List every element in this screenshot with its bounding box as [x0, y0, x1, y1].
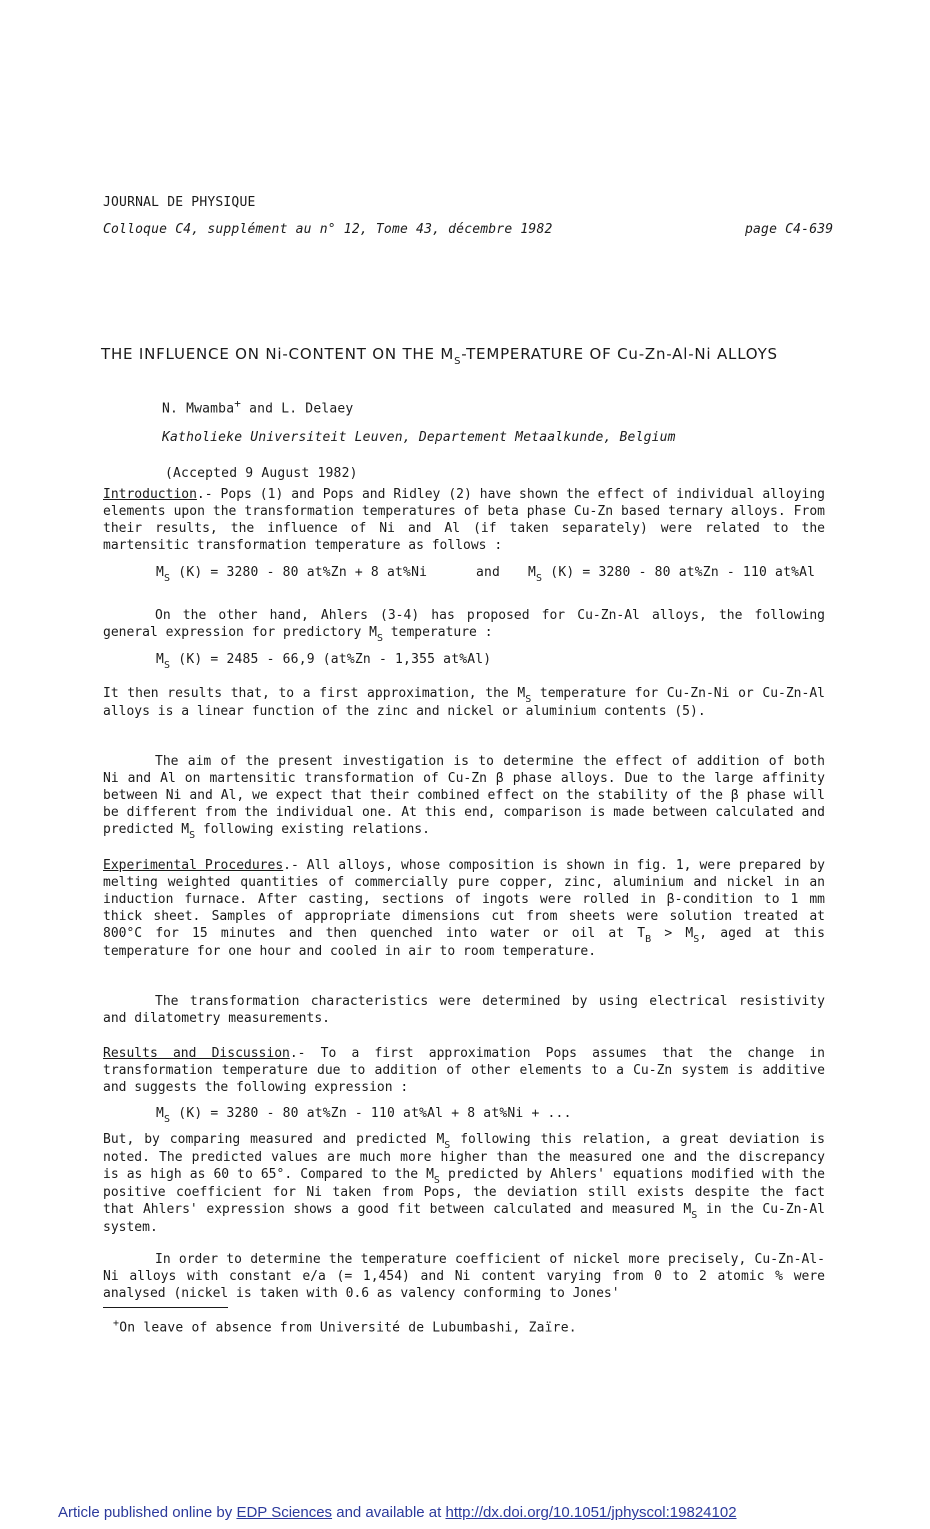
experimental-text-mid: > M [651, 926, 694, 941]
deviation-text: But, by comparing measured and predicted M [103, 1132, 445, 1147]
characteristics-paragraph: The transformation characteristics were determined by using electrical resistivity and dilatometry measurements. [103, 994, 825, 1026]
nickel-paragraph: In order to determine the temperature coefficient of nickel more precisely, Cu-Zn-Al-Ni alloys with constant e/a (= 1,454) and Ni content varying from 0 to 2 atomic % were analysed (nickel is taken with 0.6 as valency conforming to Jones' [103, 1252, 825, 1301]
title-text-start: THE INFLUENCE ON Ni-CONTENT ON THE M [101, 345, 455, 363]
intro-text: .- Pops (1) and Pops and Ridley (2) have shown the effect of individual alloying elements upon the transformation temperatures of beta phase Cu-Zn based ternary alloys. From their results, the influence of Ni and Al (if taken separately) were related to the martensitic transformation temperature as follows : [103, 487, 825, 553]
approx-text: It then results that, to a first approximation, the M [103, 686, 526, 701]
ms-subscript: S [693, 934, 700, 945]
experimental-heading: Experimental Procedures [103, 858, 284, 873]
eq-subscript: S [164, 1114, 171, 1125]
edp-sciences-link[interactable]: EDP Sciences [236, 1504, 333, 1521]
footnote-rule [103, 1307, 228, 1308]
ahlers-paragraph [103, 607, 825, 642]
equation-and: and [476, 565, 501, 580]
author-2: and L. Delaey [241, 401, 354, 417]
eq-text: (K) = 3280 - 80 at%Zn + 8 at%Ni [170, 565, 428, 580]
colloque-line: Colloque C4, supplément au n° 12, Tome 43, décembre 1982 [103, 222, 553, 237]
approximation-paragraph [103, 685, 825, 720]
publication-footer [58, 1504, 737, 1521]
deviation-text-2: following this relation, a great deviation is noted. The predicted values are much more higher than the measured one and the discrepancy is as high as 60 to 65°. Compared to the M [103, 1132, 825, 1182]
title-text-end: -TEMPERATURE OF Cu-Zn-Al-Ni ALLOYS [461, 345, 778, 363]
intro-heading: Introduction [103, 487, 197, 502]
equation-ni [156, 565, 428, 584]
footer-text-mid: and available at [332, 1504, 446, 1521]
eq-symbol: M [156, 1106, 165, 1121]
equation-al [528, 565, 816, 584]
eq-text: (K) = 3280 - 80 at%Zn - 110 at%Al + 8 at%Ni + ... [170, 1106, 572, 1121]
tb-subscript: B [645, 934, 652, 945]
affiliation: Katholieke Universiteit Leuven, Departement Metaalkunde, Belgium [162, 430, 676, 445]
eq-symbol: M [156, 565, 165, 580]
ms-subscript: S [691, 1210, 698, 1221]
ms-subscript: S [525, 694, 532, 705]
eq-symbol: M [156, 652, 165, 667]
equation-pops [156, 1106, 572, 1125]
footnote [113, 1318, 577, 1335]
eq-text: (K) = 2485 - 66,9 (at%Zn - 1,355 at%Al) [170, 652, 492, 667]
deviation-paragraph [103, 1131, 825, 1236]
experimental-text-end: , aged at this temperature for one hour and cooled in air to room temperature. [103, 926, 825, 959]
aim-text-end: following existing relations. [195, 822, 430, 837]
approx-text-end: temperature for Cu-Zn-Ni or Cu-Zn-Al alloys is a linear function of the zinc and nickel or aluminium contents (5). [103, 686, 825, 719]
doi-link[interactable]: http://dx.doi.org/10.1051/jphyscol:19824102 [445, 1504, 737, 1521]
aim-text: The aim of the present investigation is to determine the effect of addition of both Ni and Al on martensitic transformation of Cu-Zn β phase alloys. Due to the large affinity between Ni and Al, we expect that their combined effect on the stability of the β phase will be different from the individual one. At this end, comparison is made between calculated and predicted M [103, 754, 825, 837]
results-text: .- To a first approximation Pops assumes that the change in transformation temperature due to addition of other elements to a Cu-Zn system is additive and suggests the following expression : [103, 1046, 825, 1095]
eq-subscript: S [536, 573, 543, 584]
footnote-text: On leave of absence from Université de Lubumbashi, Zaïre. [119, 1320, 577, 1336]
ahlers-text-end: temperature : [382, 625, 493, 640]
deviation-text-end: in the Cu-Zn-Al system. [103, 1202, 825, 1235]
ms-subscript: S [189, 830, 196, 841]
results-heading: Results and Discussion [103, 1046, 290, 1061]
title-subscript: S [454, 356, 462, 367]
eq-subscript: S [164, 660, 171, 671]
article-title [101, 345, 778, 367]
equation-ahlers [156, 652, 492, 671]
footer-text: Article published online by [58, 1504, 237, 1521]
ms-subscript: S [433, 1175, 440, 1186]
journal-name: JOURNAL DE PHYSIQUE [103, 195, 256, 210]
ahlers-text: On the other hand, Ahlers (3-4) has proposed for Cu-Zn-Al alloys, the following general expression for predictory M [103, 608, 825, 640]
aim-paragraph [103, 753, 825, 839]
accepted-date: (Accepted 9 August 1982) [165, 466, 358, 481]
ms-subscript: S [444, 1140, 451, 1151]
ms-subscript: S [376, 633, 383, 644]
footnote-mark: + [113, 1318, 120, 1329]
eq-text: (K) = 3280 - 80 at%Zn - 110 at%Al [542, 565, 816, 580]
page-number: page C4-639 [745, 222, 834, 237]
experimental-text: .- All alloys, whose composition is shown in fig. 1, were prepared by melting weighted quantities of commercially pure copper, zinc, aluminium and nickel in an induction furnace. After casting, sections of ingots were rolled in β-condition to 1 mm thick sheet. Samples of appropriate dimensions cut from sheets were solution treated at 800°C for 15 minutes and then quenched into water or oil at T [103, 858, 825, 941]
deviation-text-3: predicted by Ahlers' equations modified with the positive coefficient for Ni taken from Pops, the deviation still exists despite the fact that Ahlers' expression shows a good fit between calculated and measured M [103, 1167, 825, 1217]
intro-paragraph [103, 486, 825, 554]
eq-subscript: S [164, 573, 171, 584]
experimental-paragraph [103, 857, 825, 960]
authors [162, 397, 353, 416]
author-footnote-mark: + [234, 397, 242, 410]
results-paragraph [103, 1045, 825, 1096]
eq-symbol: M [528, 565, 537, 580]
author-1: N. Mwamba [162, 401, 235, 417]
